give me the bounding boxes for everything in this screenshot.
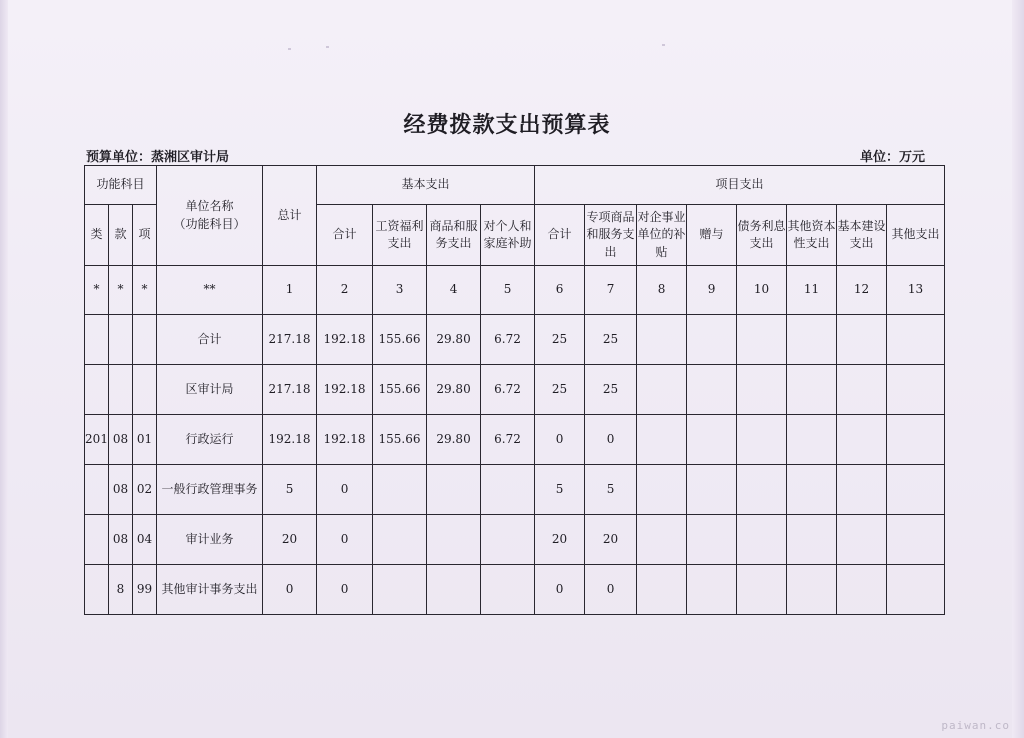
table-cell — [85, 565, 109, 615]
table-cell — [837, 515, 887, 565]
table-cell — [85, 365, 109, 415]
table-cell: 0 — [317, 565, 373, 615]
table-cell — [887, 365, 945, 415]
table-cell: 20 — [535, 515, 585, 565]
table-cell: 29.80 — [427, 315, 481, 365]
special-goods-services-header: 专项商品和服务支出 — [585, 205, 637, 266]
table-cell: 5 — [535, 465, 585, 515]
table-cell — [887, 415, 945, 465]
table-cell — [427, 465, 481, 515]
page-title: 经费拨款支出预算表 — [403, 112, 611, 138]
basic-expenditure-header: 基本支出 — [317, 166, 535, 205]
table-cell: 一般行政管理事务 — [157, 465, 263, 515]
table-cell: 25 — [535, 315, 585, 365]
table-cell: 201 — [85, 415, 109, 465]
table-cell: 审计业务 — [157, 515, 263, 565]
table-cell — [887, 565, 945, 615]
table-cell — [637, 465, 687, 515]
table-cell — [637, 565, 687, 615]
table-cell: ** — [157, 266, 263, 315]
table-cell: 3 — [373, 266, 427, 315]
table-cell — [687, 515, 737, 565]
table-cell: 155.66 — [373, 415, 427, 465]
table-row — [85, 365, 945, 415]
table-cell: 0 — [585, 565, 637, 615]
table-row — [85, 415, 945, 465]
budget-unit-label: 预算单位：蒸湘区审计局 — [86, 150, 230, 165]
table-cell: 25 — [585, 365, 637, 415]
table-cell — [737, 515, 787, 565]
kuan-header: 款 — [109, 205, 133, 266]
table-cell: 20 — [585, 515, 637, 565]
table-cell — [133, 315, 157, 365]
other-capital-header: 其他资本性支出 — [787, 205, 837, 266]
table-cell — [887, 515, 945, 565]
table-cell — [427, 515, 481, 565]
table-cell: 20 — [263, 515, 317, 565]
table-cell: 1 — [263, 266, 317, 315]
table-cell: 10 — [737, 266, 787, 315]
table-cell — [85, 465, 109, 515]
paper-speck — [326, 46, 329, 48]
table-cell: 192.18 — [317, 365, 373, 415]
table-cell — [737, 565, 787, 615]
table-cell: 192.18 — [317, 315, 373, 365]
table-cell: 其他审计事务支出 — [157, 565, 263, 615]
table-cell — [85, 315, 109, 365]
lei-header: 类 — [85, 205, 109, 266]
unit-name-header — [157, 166, 263, 266]
unit-name-header-line2: （功能科目） — [173, 216, 246, 231]
table-cell: 192.18 — [317, 415, 373, 465]
table-cell: 6.72 — [481, 365, 535, 415]
watermark-text: paiwan.co — [941, 719, 1010, 732]
function-subject-header: 功能科目 — [85, 166, 157, 205]
unit-name-header-line1: 单位名称 — [185, 199, 234, 214]
table-cell — [787, 565, 837, 615]
project-expenditure-header: 项目支出 — [535, 166, 945, 205]
table-cell: 99 — [133, 565, 157, 615]
table-cell — [787, 315, 837, 365]
debt-interest-header: 债务利息支出 — [737, 205, 787, 266]
table-cell — [837, 465, 887, 515]
table-cell: 0 — [317, 465, 373, 515]
table-cell: * — [133, 266, 157, 315]
table-cell — [737, 465, 787, 515]
table-cell — [637, 365, 687, 415]
table-cell: 5 — [481, 266, 535, 315]
table-cell — [887, 465, 945, 515]
total-header: 总计 — [263, 166, 317, 266]
table-cell — [787, 465, 837, 515]
table-cell: 13 — [887, 266, 945, 315]
table-cell — [687, 465, 737, 515]
table-cell — [85, 515, 109, 565]
table-cell: 4 — [427, 266, 481, 315]
table-cell — [687, 315, 737, 365]
table-cell — [109, 315, 133, 365]
donation-header: 赠与 — [687, 205, 737, 266]
table-cell: 08 — [109, 515, 133, 565]
paper-speck — [662, 44, 665, 46]
table-cell: 区审计局 — [157, 365, 263, 415]
table-cell — [687, 415, 737, 465]
table-cell: 6.72 — [481, 415, 535, 465]
table-cell — [737, 315, 787, 365]
table-cell — [837, 565, 887, 615]
table-cell: 29.80 — [427, 365, 481, 415]
table-cell: 5 — [263, 465, 317, 515]
table-cell: 25 — [535, 365, 585, 415]
table-row — [85, 565, 945, 615]
table-cell: 155.66 — [373, 315, 427, 365]
table-cell: 6.72 — [481, 315, 535, 365]
table-cell: 217.18 — [263, 315, 317, 365]
table-cell: 7 — [585, 266, 637, 315]
enterprise-subsidy-header: 对企事业单位的补贴 — [637, 205, 687, 266]
table-cell — [787, 415, 837, 465]
header-row-1 — [85, 166, 945, 205]
table-cell — [887, 315, 945, 365]
table-cell — [737, 415, 787, 465]
table-cell: 8 — [637, 266, 687, 315]
budget-table — [84, 165, 945, 615]
table-cell — [637, 415, 687, 465]
table-cell: 9 — [687, 266, 737, 315]
table-cell: 0 — [263, 565, 317, 615]
table-cell: * — [85, 266, 109, 315]
table-cell — [787, 515, 837, 565]
table-cell: 8 — [109, 565, 133, 615]
table-cell: 08 — [109, 465, 133, 515]
table-cell: 11 — [787, 266, 837, 315]
table-cell — [373, 465, 427, 515]
table-cell: 0 — [317, 515, 373, 565]
table-row — [85, 515, 945, 565]
table-cell — [481, 515, 535, 565]
table-cell: 155.66 — [373, 365, 427, 415]
table-cell — [637, 515, 687, 565]
table-cell — [737, 365, 787, 415]
table-cell: 12 — [837, 266, 887, 315]
table-cell: 5 — [585, 465, 637, 515]
table-cell — [481, 465, 535, 515]
table-cell — [687, 365, 737, 415]
table-cell: 6 — [535, 266, 585, 315]
table-cell: 2 — [317, 266, 373, 315]
xiang-header: 项 — [133, 205, 157, 266]
table-cell: 25 — [585, 315, 637, 365]
table-cell — [837, 315, 887, 365]
table-cell: 0 — [585, 415, 637, 465]
personal-family-subsidy-header: 对个人和家庭补助 — [481, 205, 535, 266]
table-cell: 合计 — [157, 315, 263, 365]
table-cell: 0 — [535, 565, 585, 615]
table-cell: 01 — [133, 415, 157, 465]
table-cell — [787, 365, 837, 415]
table-cell: 02 — [133, 465, 157, 515]
table-cell: 04 — [133, 515, 157, 565]
table-cell: 08 — [109, 415, 133, 465]
infrastructure-header: 基本建设支出 — [837, 205, 887, 266]
other-expenditure-header: 其他支出 — [887, 205, 945, 266]
table-cell: 217.18 — [263, 365, 317, 415]
table-cell — [837, 365, 887, 415]
table-cell: 192.18 — [263, 415, 317, 465]
table-cell — [109, 365, 133, 415]
money-unit-label: 单位：万元 — [860, 150, 926, 165]
table-cell — [373, 515, 427, 565]
table-cell — [133, 365, 157, 415]
table-cell: 0 — [535, 415, 585, 465]
table-cell — [687, 565, 737, 615]
column-index-row — [85, 266, 945, 315]
goods-services-header: 商品和服务支出 — [427, 205, 481, 266]
project-subtotal-header: 合计 — [535, 205, 585, 266]
table-cell: * — [109, 266, 133, 315]
table-cell — [373, 565, 427, 615]
table-cell — [637, 315, 687, 365]
table-row — [85, 465, 945, 515]
paper-speck — [288, 48, 291, 50]
table-cell — [837, 415, 887, 465]
table-row — [85, 315, 945, 365]
table-cell — [481, 565, 535, 615]
table-cell: 29.80 — [427, 415, 481, 465]
table-cell: 行政运行 — [157, 415, 263, 465]
basic-subtotal-header: 合计 — [317, 205, 373, 266]
salary-welfare-header: 工资福利支出 — [373, 205, 427, 266]
table-cell — [427, 565, 481, 615]
